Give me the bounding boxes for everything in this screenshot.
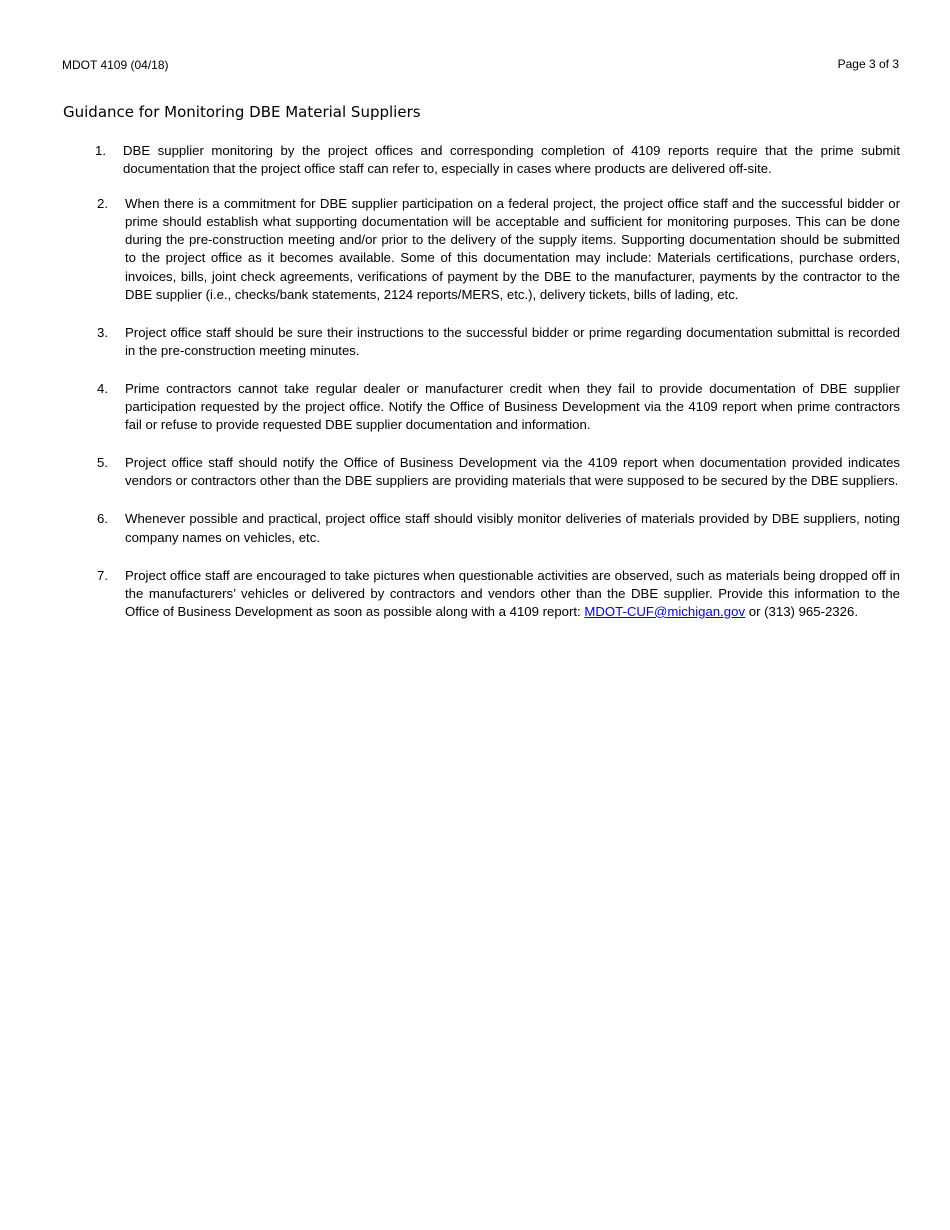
item-text: Whenever possible and practical, project office staff should visibly monitor deliveries of materials provided by DBE suppliers, noting company names on vehicles, etc. <box>125 511 900 545</box>
item-text: When there is a commitment for DBE supplier participation on a federal project, the project office staff and the successful bidder or prime should establish what supporting documentation will be acceptable and sufficient for monitoring purposes. This can be done during the pre-construction meeting and/or prior to the delivery of the supply items. Supporting documentation should be submitted to the project office as it becomes available. Some of this documentation may include: Materials certifications, purchase orders, invoices, bills, joint check agreements, verifications of payment by the DBE to the manufacturer, payments by the contractor to the DBE supplier (i.e., checks/bank statements, 2124 reports/MERS, etc.), delivery tickets, bills of lading, etc. <box>125 196 900 302</box>
item-text: Prime contractors cannot take regular dealer or manufacturer credit when they fail to provide documentation of DBE supplier participation requested by the project office. Notify the Office of Business Development via the 4109 report when prime contractors fail or refuse to provide requested DBE supplier documentation and information. <box>125 380 900 433</box>
item-number: 5. <box>97 455 108 471</box>
list-item <box>0 324 950 360</box>
item-number: 7. <box>97 567 108 583</box>
item-text: DBE supplier monitoring by the project offices and corresponding completion of 4109 reports require that the prime submit documentation that the project office staff can refer to, especially in cases where products are delivered off-site. <box>123 143 900 177</box>
list-item <box>0 195 950 304</box>
list-item <box>0 142 950 178</box>
item-text-after-link: or (313) 965-2326. <box>745 603 858 619</box>
item-number: 2. <box>97 196 108 212</box>
item-text: Project office staff should be sure their instructions to the successful bidder or prime regarding documentation submittal is recorded in the pre-construction meeting minutes. <box>125 324 900 358</box>
page-number: Page 3 of 3 <box>837 57 899 71</box>
list-item <box>0 454 950 490</box>
list-item <box>0 510 950 546</box>
item-text-before-link: Project office staff are encouraged to take pictures when questionable activities are observed, such as materials being dropped off in the manufacturers’ vehicles or delivered by contractors and vendors other than the DBE supplier. Provide this information to the Office of Business Development as soon as possible along with a 4109 report: <box>125 567 900 619</box>
item-text <box>125 567 900 621</box>
item-text: Project office staff should notify the Office of Business Development via the 4109 report when documentation provided indicates vendors or contractors other than the DBE suppliers are providing materials that were supposed to be secured by the DBE suppliers. <box>125 455 900 489</box>
list-item <box>0 380 950 434</box>
item-number: 3. <box>97 324 108 340</box>
item-number: 6. <box>97 511 108 527</box>
guidance-list <box>0 142 950 621</box>
document-title: Guidance for Monitoring DBE Material Suppliers <box>63 103 421 121</box>
form-id: MDOT 4109 (04/18) <box>62 58 169 72</box>
list-item <box>0 567 950 621</box>
item-number: 1. <box>95 143 106 158</box>
item-number: 4. <box>97 380 108 396</box>
email-link[interactable]: MDOT-CUF@michigan.gov <box>584 603 746 619</box>
